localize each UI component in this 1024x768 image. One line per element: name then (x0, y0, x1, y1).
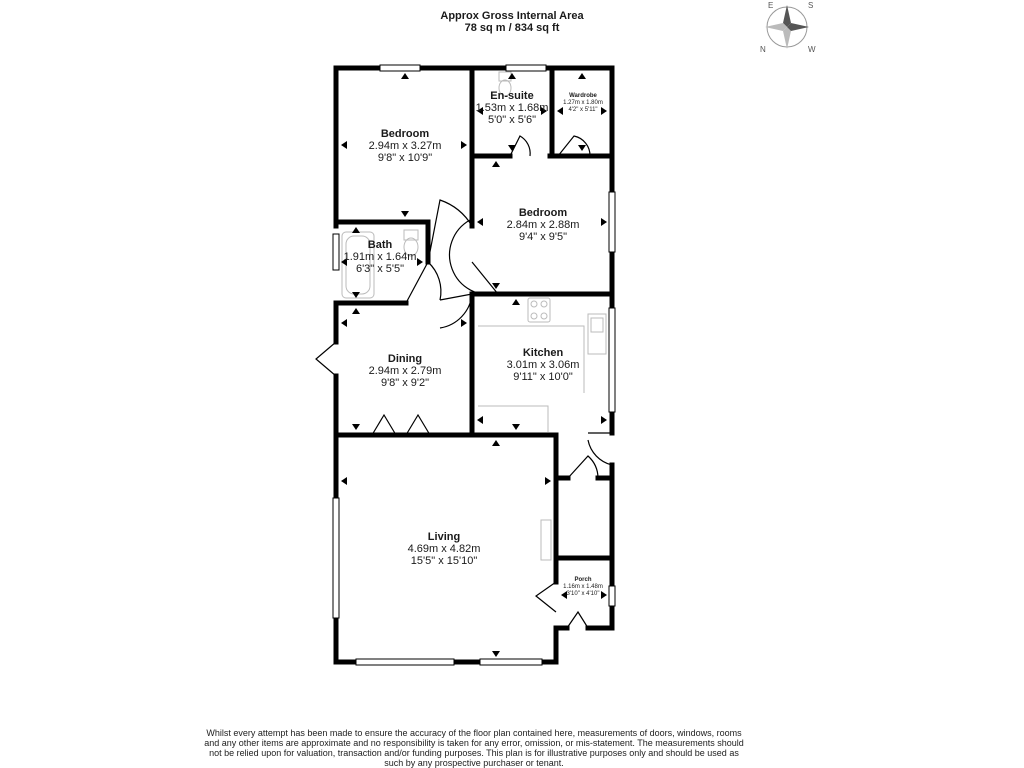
room-name: Bath (367, 239, 393, 251)
room-imperial: 9'8" x 10'9" (377, 152, 433, 164)
room-ensuite (476, 90, 549, 126)
room-metric: 2.94m x 2.79m (368, 365, 442, 377)
room-imperial: 4'2" x 5'11" (568, 107, 598, 113)
room-metric: 1.16m x 1.48m (563, 584, 603, 590)
room-imperial: 3'10" x 4'10" (566, 591, 600, 597)
room-bath (344, 239, 417, 275)
room-name: Porch (574, 577, 592, 583)
room-metric: 3.01m x 3.06m (506, 359, 580, 371)
room-kitchen (507, 347, 580, 383)
room-name: Living (427, 531, 461, 543)
compass-label-e: E (768, 1, 774, 10)
room-metric: 1.91m x 1.64m (343, 251, 417, 263)
room-imperial: 9'11" x 10'0" (513, 371, 573, 383)
room-metric: 1.27m x 1.80m (563, 100, 603, 106)
room-imperial: 9'8" x 9'2" (380, 377, 430, 389)
room-imperial: 9'4" x 9'5" (518, 231, 568, 243)
room-metric: 1.53m x 1.68m (475, 102, 549, 114)
room-bedroom-main (369, 128, 442, 164)
disclaimer-text: Whilst every attempt has been made to ensure the accuracy of the floor plan contained here, measurements of doors, windows, rooms and any other items are approximate and no responsibility is taken for any error, omission, or mis-statement. The measurements should not be relied upon for valuation, transaction and/or funding purposes. This plan is for illustrative purposes only and should be used as such by any prospective purchaser or tenant. (204, 728, 744, 768)
room-metric: 2.94m x 3.27m (368, 140, 442, 152)
area-title: Approx Gross Internal Area (440, 10, 584, 22)
room-living (408, 531, 481, 567)
room-name: Wardrobe (569, 93, 597, 99)
compass-rose-icon (760, 1, 816, 54)
room-dining (369, 353, 442, 389)
room-name: Bedroom (380, 128, 430, 140)
room-porch (563, 577, 603, 598)
compass-label-s: S (808, 1, 814, 10)
room-name: Dining (387, 353, 423, 365)
room-bedroom-second (507, 207, 580, 243)
compass-label-n: N (760, 45, 766, 54)
area-total: 78 sq m / 834 sq ft (464, 22, 560, 34)
room-metric: 4.69m x 4.82m (407, 543, 481, 555)
room-wardrobe (563, 93, 603, 114)
room-name: Bedroom (518, 207, 568, 219)
room-imperial: 6'3" x 5'5" (355, 263, 405, 275)
room-imperial: 5'0" x 5'6" (487, 114, 537, 126)
compass-label-w: W (808, 45, 816, 54)
room-name: Kitchen (522, 347, 564, 359)
room-imperial: 15'5" x 15'10" (410, 555, 478, 567)
room-name: En-suite (490, 90, 534, 102)
room-metric: 2.84m x 2.88m (506, 219, 580, 231)
